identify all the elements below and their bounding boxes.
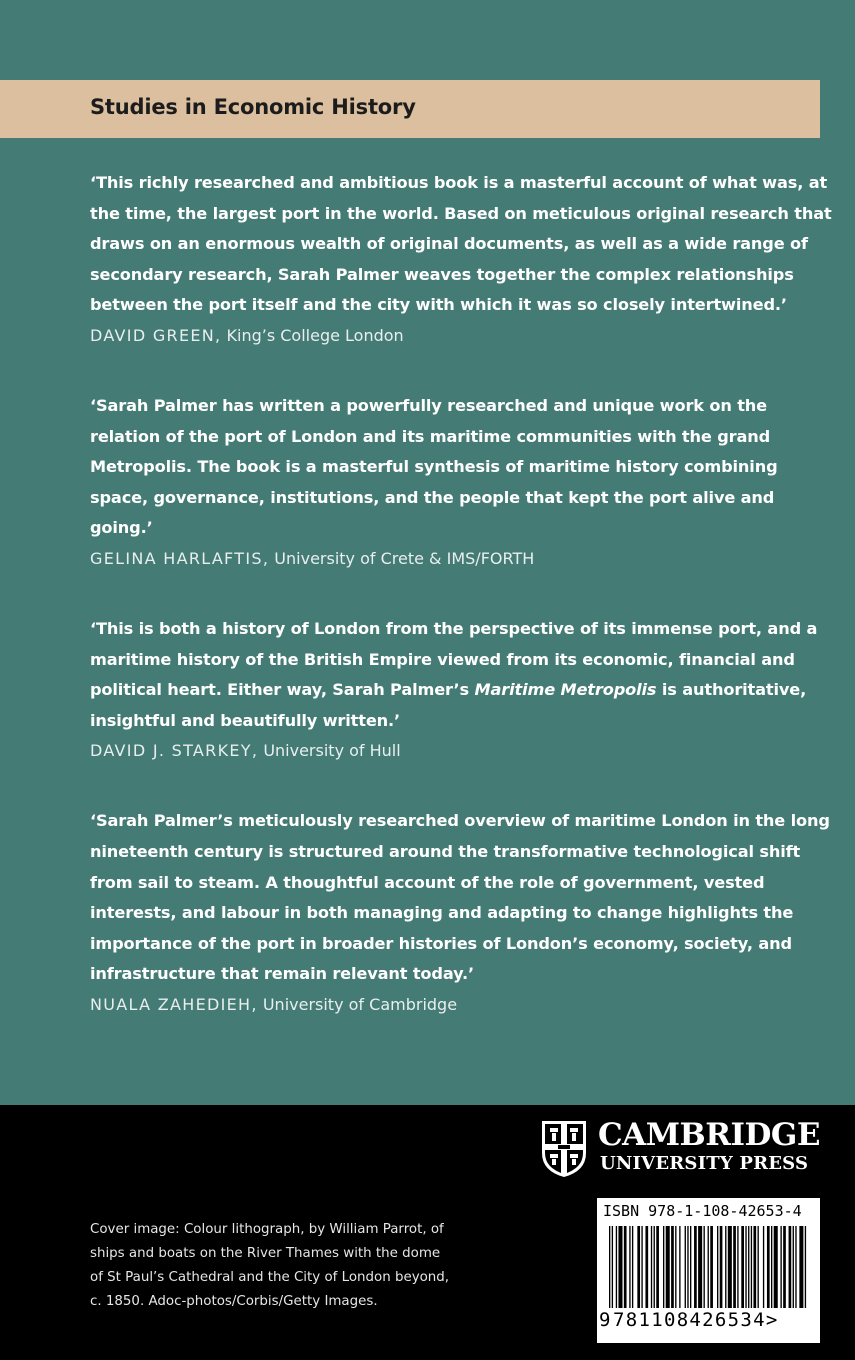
isbn-label: ISBN 978-1-108-42653-4 [603,1202,802,1220]
barcode-bar [694,1226,697,1308]
reviewer-affiliation: University of Crete & IMS/FORTH [269,548,535,568]
barcode-bar [789,1226,792,1308]
review-quote: ‘Sarah Palmer has written a powerfully researched and unique work on the relation of the port of London and its maritime communities with the grand Metropolis. The book is a masterful synthesis of maritime history combining space, governance, institutions, and the people that kept the port alive and going.’ [90,395,778,538]
quote-text: is authoritative, insightful and beautifully written.’ [90,680,807,730]
barcode-bars [607,1226,810,1308]
barcode-bar [745,1226,746,1308]
reviewer-name: NUALA ZAHEDIEH, [90,994,258,1014]
barcode-bar [666,1226,670,1308]
barcode-bar [645,1226,648,1308]
barcode-bar [783,1226,786,1308]
barcode-bar [805,1226,806,1308]
barcode-bar [687,1226,688,1308]
publisher-name: CAMBRIDGE [598,1117,820,1153]
reviewer-name: GELINA HARLAFTIS, [90,548,270,568]
barcode-bar [671,1226,674,1308]
barcode-bar [656,1226,659,1308]
barcode-bar [795,1226,796,1308]
review-attribution [90,544,835,574]
publisher-subtitle: UNIVERSITY PRESS [600,1153,809,1174]
isbn-barcode [597,1198,820,1343]
barcode-bar [737,1226,738,1308]
series-title: Studies in Economic History [90,95,416,119]
barcode-bar [629,1226,630,1308]
cambridge-shield-icon [540,1119,588,1179]
review [90,168,835,351]
barcode-bar [685,1226,686,1308]
series-band [0,80,820,138]
quote-text: ‘This is both a history of London from the perspective of its immense port, and a maritime history of the British Empire viewed from its economic, financial and political heart. Either way, Sarah Palmer’s [90,618,818,700]
barcode-bar [748,1226,749,1308]
barcode-digits-rest: 781108426534> [613,1309,779,1331]
reviewer-name: DAVID GREEN, [90,325,222,345]
barcode-bar [663,1226,664,1308]
barcode-bar [690,1226,691,1308]
barcode-bar [717,1226,718,1308]
review [90,391,835,574]
barcode-digit-first: 9 [599,1309,611,1331]
publisher-logo [540,1119,825,1179]
barcode-bar [725,1226,726,1308]
barcode-bar [758,1226,759,1308]
review [90,614,835,766]
barcode-bar [767,1226,770,1308]
barcode-bar [728,1226,732,1308]
barcode-bar [751,1226,752,1308]
review-attribution [90,321,835,351]
book-title: Maritime Metropolis [474,680,657,700]
barcode-bar [651,1226,652,1308]
review-quote [90,614,835,736]
barcode-bar [637,1226,640,1308]
barcode-bar [771,1226,772,1308]
barcode-bar [793,1226,794,1308]
barcode-bar [698,1226,702,1308]
review-attribution [90,736,835,766]
review-quote: ‘This richly researched and ambitious book is a masterful account of what was, at the time, the largest port in the world. Based on meticulous original research that draws on an enormous wealth of original documents, as well as a wide range of secondary research, Sarah Palmer weaves together the complex relationships between the port itself and the city with which it was so closely intertwined.’ [90,173,832,315]
footer [0,1105,855,1360]
barcode-bar [774,1226,778,1308]
reviews [90,168,835,1060]
barcode-bar [654,1226,655,1308]
barcode-bar [780,1226,781,1308]
barcode-bar [733,1226,736,1308]
reviewer-affiliation: University of Hull [258,741,401,761]
barcode-bar [708,1226,709,1308]
barcode-bar [679,1226,680,1308]
reviewer-affiliation: University of Cambridge [257,994,458,1014]
reviewer-name: DAVID J. STARKEY, [90,741,259,761]
barcode-bar [763,1226,764,1308]
barcode-bar [753,1226,756,1308]
barcode-bar [609,1226,610,1308]
reviewer-affiliation: King’s College London [221,325,404,345]
barcode-bar [616,1226,617,1308]
barcode-bar [710,1226,713,1308]
barcode-bar [612,1226,613,1308]
review-quote: ‘Sarah Palmer’s meticulously researched overview of maritime London in the long nineteenth century is structured around the transformative technological shift from sail to steam. A thoughtful account of the role of government, vested interests, and labour in both managing and adapting to change highlights the importance of the port in broader histories of London’s economy, society, and infrastructure that remain relevant today.’ [90,811,830,984]
barcode-bar [704,1226,705,1308]
barcode-bar [741,1226,744,1308]
barcode-bar [641,1226,642,1308]
review [90,806,835,1020]
barcode-bar [799,1226,803,1308]
barcode-bar [720,1226,723,1308]
barcode-bar [632,1226,633,1308]
barcode-bar [675,1226,676,1308]
barcode-bar [624,1226,627,1308]
review-attribution [90,990,835,1020]
barcode-bar [618,1226,622,1308]
cover-image-credit: Cover image: Colour lithograph, by William Parrot, of ships and boats on the River Thames with the dome of St Paul’s Cathedral and the City of London beyond, c. 1850. Adoc-photos/Corbis/Getty Images. [90,1222,450,1309]
